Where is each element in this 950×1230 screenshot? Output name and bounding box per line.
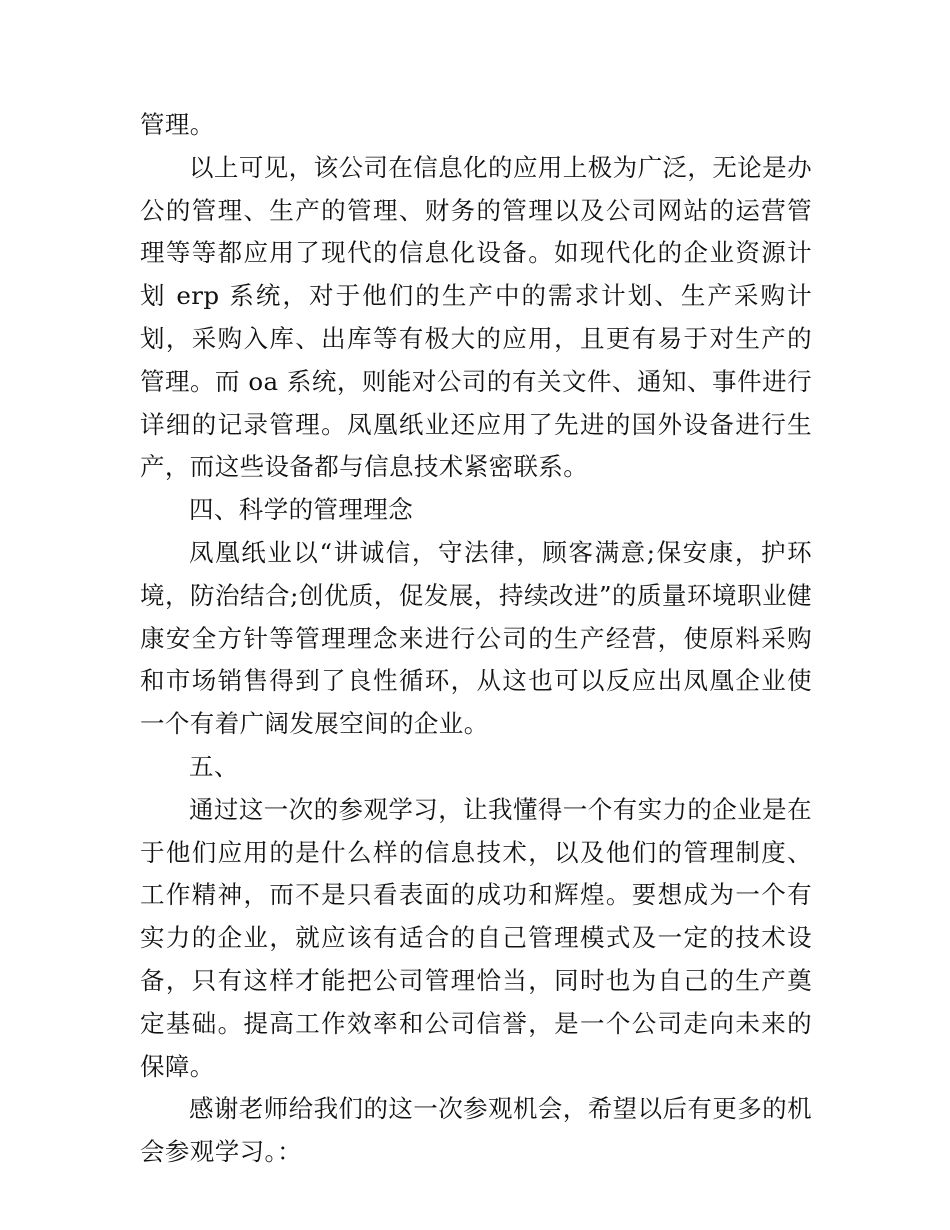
document-body: [140, 104, 812, 1174]
paragraph-management-concept: 凤凰纸业以“讲诚信，守法律，顾客满意;保安康，护环境，防治结合;创优质，促发展，持续改进”的质量环境职业健康安全方针等管理理念来进行公司的生产经营，使原料采购和市场销售得到了良性循环，从这也可以反应出凤凰企业使一个有着广阔发展空间的企业。: [140, 537, 812, 739]
paragraph-continuation: 管理。: [140, 110, 215, 139]
paragraph-reflection: 通过这一次的参观学习，让我懂得一个有实力的企业是在于他们应用的是什么样的信息技术，以及他们的管理制度、工作精神，而不是只看表面的成功和辉煌。要想成为一个有实力的企业，就应该有适合的自己管理模式及一定的技术设备，只有这样才能把公司管理恰当，同时也为自己的生产奠定基础。提高工作效率和公司信誉，是一个公司走向未来的保障。: [140, 794, 812, 1081]
section-heading-management-concept: 四、科学的管理理念: [189, 495, 414, 525]
paragraph-informatization: 以上可见，该公司在信息化的应用上极为广泛，无论是办公的管理、生产的管理、财务的管理以及公司网站的运营管理等等都应用了现代的信息化设备。如现代化的企业资源计划 erp 系统，对于他们的生产中的需求计划、生产采购计划，采购入库、出库等有极大的应用，且更有易于对生产的管理。而 oa 系统，则能对公司的有关文件、通知、事件进行详细的记录管理。凤凰纸业还应用了先进的国外设备进行生产，而这些设备都与信息技术紧密联系。: [140, 152, 812, 482]
section-heading-five: 五、: [189, 751, 239, 781]
paragraph-thanks: 感谢老师给我们的这一次参观机会，希望以后有更多的机会参观学习。：: [140, 1094, 812, 1167]
